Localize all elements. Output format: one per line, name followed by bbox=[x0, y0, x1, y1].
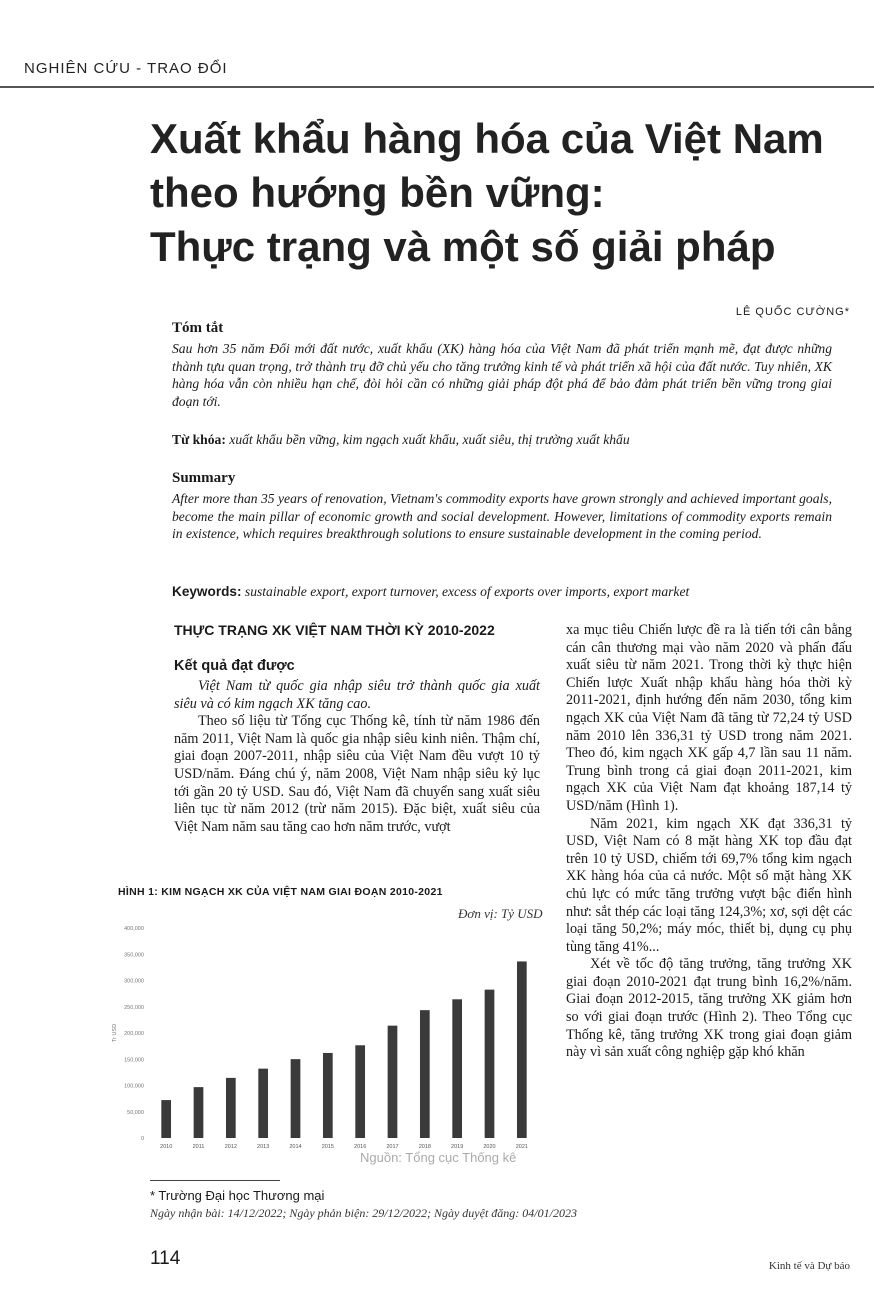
figure-unit: Đơn vị: Tỷ USD bbox=[458, 906, 543, 921]
paragraph: Năm 2021, kim ngạch XK đạt 336,31 tỷ USD, Việt Nam có 8 mặt hàng XK top đầu đạt trên 10 tỷ USD, chiếm tới 69,7% tổng kim ngạch XK hàng hóa của cả nước. Một số mặt hàng XK chủ lực có mức tăng trưởng vượt bậc điển hình như: sắt thép các loại tăng 124,3%; xơ, sợi dệt các loại tăng 50,2%; máy móc, thiết bị, dụng cụ phụ tùng tăng 41%... bbox=[566, 815, 852, 955]
abstract-vi-text: Sau hơn 35 năm Đổi mới đất nước, xuất khẩu (XK) hàng hóa của Việt Nam đã phát triển mạnh mẽ, đạt được những thành tựu quan trọng, trở thành trụ đỡ chủ yếu cho tăng trưởng kinh tế và phát triển xã hội của đất nước. Tuy nhiên, XK hàng hóa vẫn còn nhiều hạn chế, đòi hỏi cần có những giải pháp đột phá để bảo đảm phát triển bền vững trong giai đoạn tới. bbox=[172, 341, 832, 409]
abstract-vi-heading: Tóm tắt bbox=[172, 320, 224, 336]
abstract-en-text: After more than 35 years of renovation, Vietnam's commodity exports have grown strongly and achieved important goals, become the main pillar of economic growth and social development. However, limitations of commodity exports remain in existence, which requires breakthrough solutions to ensure sustainable development in the coming period. bbox=[172, 491, 832, 541]
footnote: * Trường Đại học Thương mại bbox=[150, 1188, 325, 1203]
paragraph: xa mục tiêu Chiến lược đề ra là tiến tới cân bằng cán cân thương mại vào năm 2020 và phấn đấu xuất siêu từ năm 2021. Trong thời kỳ thực hiện Chiến lược Xuất nhập khẩu hàng hóa thời kỳ 2011-2021, định hướng đến năm 2030, tổng kim ngạch XK của Việt Nam đã tăng từ 72,24 tỷ USD năm 2010 lên 336,31 tỷ USD trong năm 2021. Theo đó, kim ngạch XK gấp 4,7 lần sau 11 năm. Trung bình trong cả giai đoạn 2011-2021, kim ngạch XK của Việt Nam đạt khoảng 187,14 tỷ USD/năm (Hình 1). bbox=[566, 622, 852, 814]
x-tick-label: 2015 bbox=[321, 1144, 334, 1150]
x-tick-label: 2018 bbox=[418, 1144, 431, 1150]
section-label: NGHIÊN CỨU - TRAO ĐỔI bbox=[24, 60, 228, 77]
y-tick-label: 200,000 bbox=[124, 1031, 144, 1037]
x-tick-label: 2016 bbox=[354, 1144, 367, 1150]
x-tick-label: 2010 bbox=[160, 1144, 173, 1150]
x-tick-label: 2017 bbox=[386, 1144, 399, 1150]
keywords-en-label: Keywords: bbox=[172, 584, 242, 599]
journal-name: Kinh tế và Dự báo bbox=[768, 1260, 850, 1272]
bar-2011 bbox=[194, 1087, 204, 1138]
y-axis-label: Tr USD bbox=[112, 1023, 118, 1043]
x-tick-label: 2020 bbox=[483, 1144, 496, 1150]
footnote-rule bbox=[150, 1180, 280, 1181]
x-tick-label: 2011 bbox=[192, 1144, 205, 1150]
page-number: 114 bbox=[150, 1248, 181, 1269]
y-tick-label: 400,000 bbox=[124, 926, 144, 932]
bar-2010 bbox=[161, 1100, 171, 1138]
x-tick-label: 2014 bbox=[289, 1144, 302, 1150]
body-column-2 bbox=[566, 622, 852, 1062]
title-line-1: Xuất khẩu hàng hóa của Việt Nam bbox=[150, 115, 824, 162]
x-tick-label: 2013 bbox=[257, 1144, 270, 1150]
bar-2019 bbox=[452, 999, 462, 1138]
keywords-vi-text: xuất khẩu bền vững, kim ngạch xuất khẩu, xuất siêu, thị trường xuất khẩu bbox=[229, 432, 630, 447]
figure-source: Nguồn: Tổng cục Thống kê bbox=[360, 1150, 517, 1165]
x-tick-label: 2012 bbox=[224, 1144, 237, 1150]
paragraph: Xét về tốc độ tăng trưởng, tăng trưởng XK giai đoạn 2010-2021 đạt trung bình 16,2%/năm. Giai đoạn 2012-2015, tăng trưởng XK giảm hơn so với giai đoạn trước (Hình 2). Theo Tổng cục Thống kê, tăng trưởng XK trong giai đoạn giảm này vì sản xuất công nghiệp gặp khó khăn bbox=[566, 956, 852, 1061]
title-line-2: theo hướng bền vững: bbox=[150, 169, 605, 216]
article-title bbox=[150, 112, 860, 274]
y-tick-label: 50,000 bbox=[127, 1109, 144, 1116]
y-tick-label: 0 bbox=[140, 1136, 144, 1142]
x-tick-label: 2019 bbox=[451, 1144, 464, 1150]
paragraph: Việt Nam từ quốc gia nhập siêu trở thành quốc gia xuất siêu và có kim ngạch XK tăng cao. bbox=[174, 678, 540, 712]
bar-2015 bbox=[323, 1053, 333, 1138]
export-bar-chart bbox=[110, 920, 548, 1172]
subheading: Kết quả đạt được bbox=[174, 658, 295, 674]
bar-2016 bbox=[355, 1045, 365, 1138]
figure-caption: HÌNH 1: KIM NGẠCH XK CỦA VIỆT NAM GIAI ĐOẠN 2010-2021 bbox=[118, 886, 443, 898]
bar-2012 bbox=[226, 1078, 236, 1138]
paragraph: Theo số liệu từ Tổng cục Thống kê, tính từ năm 1986 đến năm 2011, Việt Nam là quốc gia nhập siêu kinh niên. Thậm chí, giai đoạn 2007-2011, nhập siêu của Việt Nam đều vượt 10 tỷ USD/năm. Đáng chú ý, năm 2008, Việt Nam nhập siêu kỷ lục tới gần 20 tỷ USD. Sau đó, Việt Nam đã chuyển sang xuất siêu liên tục từ năm 2012 (trừ năm 2015). Đặc biệt, xuất siêu của Việt Nam năm sau tăng cao hơn năm trước, vượt bbox=[174, 713, 540, 835]
header-rule bbox=[0, 86, 874, 88]
y-tick-label: 250,000 bbox=[124, 1004, 144, 1011]
section-heading: THỰC TRẠNG XK VIỆT NAM THỜI KỲ 2010-2022 bbox=[174, 622, 495, 638]
bar-2014 bbox=[291, 1059, 301, 1138]
bar-2021 bbox=[517, 961, 527, 1138]
author: LÊ QUỐC CƯỜNG* bbox=[735, 306, 850, 318]
keywords-vi bbox=[172, 432, 852, 448]
y-tick-label: 300,000 bbox=[124, 978, 144, 985]
bar-2017 bbox=[388, 1026, 398, 1138]
keywords-en bbox=[172, 584, 852, 600]
keywords-vi-label: Từ khóa: bbox=[172, 432, 226, 447]
keywords-en-text: sustainable export, export turnover, excess of exports over imports, export market bbox=[244, 584, 690, 599]
y-tick-label: 150,000 bbox=[124, 1057, 144, 1064]
y-tick-label: 100,000 bbox=[124, 1083, 144, 1090]
bar-2013 bbox=[258, 1069, 268, 1138]
bar-2020 bbox=[485, 990, 495, 1138]
bar-2018 bbox=[420, 1010, 430, 1138]
review-dates: Ngày nhận bài: 14/12/2022; Ngày phản biện: 29/12/2022; Ngày duyệt đăng: 04/01/2023 bbox=[150, 1206, 577, 1220]
abstract-en-heading: Summary bbox=[172, 470, 236, 486]
body-column-1 bbox=[174, 678, 540, 836]
title-line-3: Thực trạng và một số giải pháp bbox=[150, 223, 776, 270]
y-tick-label: 350,000 bbox=[124, 952, 144, 959]
x-tick-label: 2021 bbox=[515, 1144, 528, 1150]
